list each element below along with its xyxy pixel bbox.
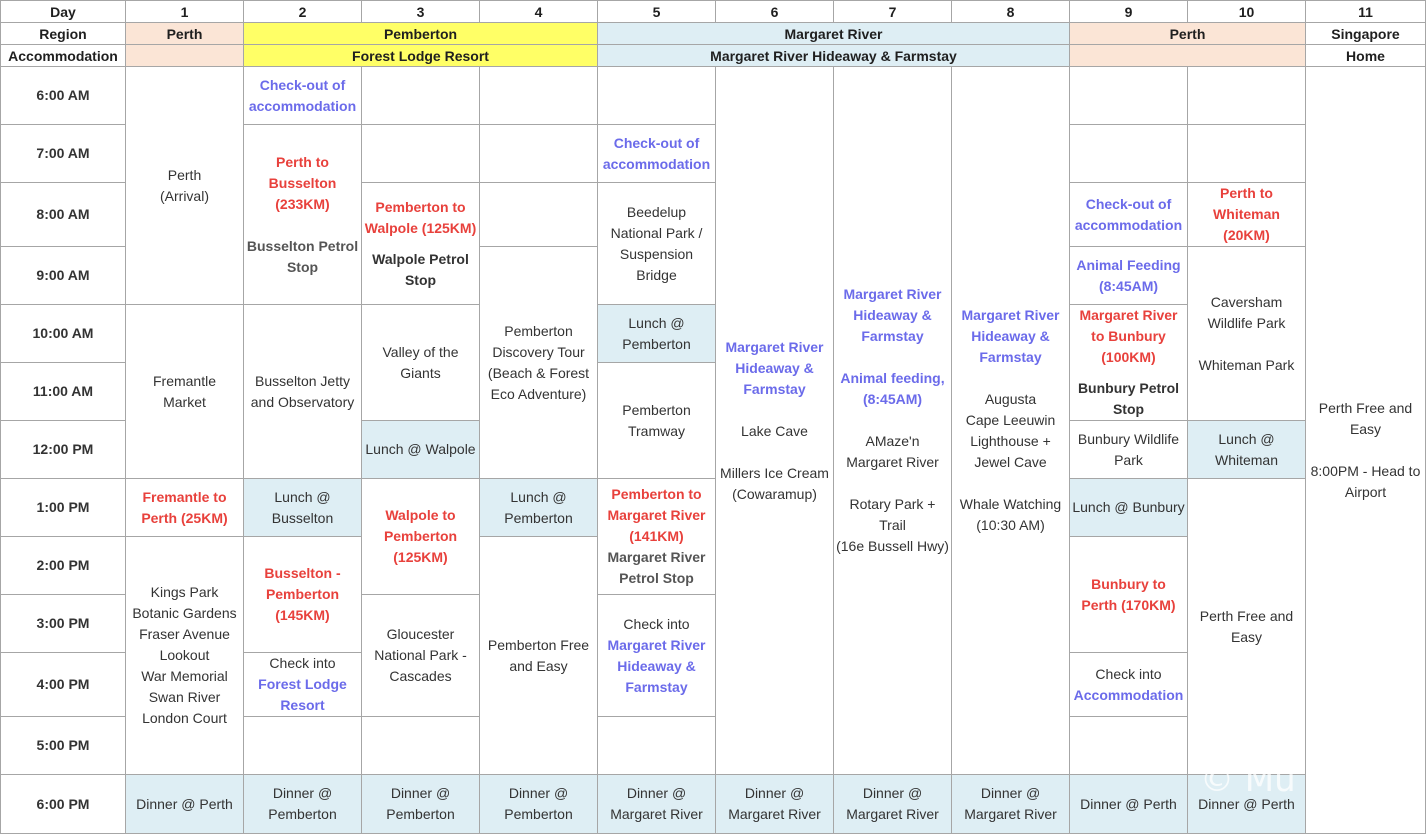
day9-dinner: Dinner @ Perth — [1070, 775, 1188, 834]
day9-empty — [1070, 67, 1188, 125]
day10-drive-whiteman: Perth to Whiteman (20KM) — [1188, 183, 1306, 247]
day-number: 9 — [1070, 1, 1188, 23]
day-number: 4 — [480, 1, 598, 23]
time-label: 10:00 AM — [1, 305, 126, 363]
day9-empty — [1070, 717, 1188, 775]
day1-arrival: Perth (Arrival) — [126, 67, 244, 305]
time-label: 4:00 PM — [1, 653, 126, 717]
day5-checkout: Check-out of accommodation — [598, 125, 716, 183]
time-row-6am — [1, 67, 1426, 125]
day3-drive-walpole: Pemberton to Walpole (125KM) Walpole Petrol Stop — [362, 183, 480, 305]
day9-wildlife: Bunbury Wildlife Park — [1070, 421, 1188, 479]
time-row-1pm — [1, 479, 1426, 537]
day10-empty — [1188, 67, 1306, 125]
day-number: 1 — [126, 1, 244, 23]
day3-empty — [362, 67, 480, 125]
day3-valley: Valley of the Giants — [362, 305, 480, 421]
day5-dinner: Dinner @ Margaret River — [598, 775, 716, 834]
day8-activities: Margaret River Hideaway & Farmstay Augusta Cape Leeuwin Lighthouse + Jewel Cave Whale Watching (10:30 AM) — [952, 67, 1070, 775]
day2-drive-busselton: Perth to Busselton (233KM) Busselton Petrol Stop — [244, 125, 362, 305]
day-number: 3 — [362, 1, 480, 23]
accommodation-home: Home — [1306, 45, 1426, 67]
day4-dinner: Dinner @ Pemberton — [480, 775, 598, 834]
day4-free: Pemberton Free and Easy — [480, 537, 598, 775]
day7-dinner: Dinner @ Margaret River — [834, 775, 952, 834]
day5-empty — [598, 67, 716, 125]
day2-checkout: Check-out of accommodation — [244, 67, 362, 125]
day2-empty — [244, 717, 362, 775]
day3-dinner: Dinner @ Pemberton — [362, 775, 480, 834]
day9-feeding: Animal Feeding (8:45AM) — [1070, 247, 1188, 305]
day-number: 6 — [716, 1, 834, 23]
time-label: 3:00 PM — [1, 595, 126, 653]
day10-dinner: Dinner @ Perth — [1188, 775, 1306, 834]
day1-drive-perth: Fremantle to Perth (25KM) — [126, 479, 244, 537]
accommodation-header-row — [1, 45, 1426, 67]
day3-gloucester: Gloucester National Park - Cascades — [362, 595, 480, 717]
day9-drive-bunbury: Margaret River to Bunbury (100KM) Bunbury Petrol Stop — [1070, 305, 1188, 421]
region-perth: Perth — [126, 23, 244, 45]
time-label: 1:00 PM — [1, 479, 126, 537]
day1-dinner: Dinner @ Perth — [126, 775, 244, 834]
day2-jetty: Busselton Jetty and Observatory — [244, 305, 362, 479]
day10-free: Perth Free and Easy — [1188, 479, 1306, 775]
day5-beedelup: Beedelup National Park / Suspension Bridge — [598, 183, 716, 305]
accommodation-mr-hideaway: Margaret River Hideaway & Farmstay — [598, 45, 1070, 67]
day-label: Day — [1, 1, 126, 23]
day-number: 10 — [1188, 1, 1306, 23]
watermark: © Mu — [1200, 760, 1296, 800]
day-number: 11 — [1306, 1, 1426, 23]
accommodation-label: Accommodation — [1, 45, 126, 67]
accommodation-day1 — [126, 45, 244, 67]
day5-drive-margaret-river: Pemberton to Margaret River (141KM) Margaret River Petrol Stop — [598, 479, 716, 595]
day3-empty — [362, 125, 480, 183]
time-label: 6:00 AM — [1, 67, 126, 125]
day-number: 7 — [834, 1, 952, 23]
time-row-6pm — [1, 775, 1426, 834]
day1-kings-park: Kings Park Botanic Gardens Fraser Avenue Lookout War Memorial Swan River London Court — [126, 537, 244, 775]
day5-checkin: Check into Margaret River Hideaway & Farmstay — [598, 595, 716, 717]
day6-activities: Margaret River Hideaway & Farmstay Lake Cave Millers Ice Cream (Cowaramup) — [716, 67, 834, 775]
day2-drive-pemberton: Busselton - Pemberton (145KM) — [244, 537, 362, 653]
day3-drive-pemberton: Walpole to Pemberton (125KM) — [362, 479, 480, 595]
day4-empty — [480, 125, 598, 183]
day11-activities: Perth Free and Easy 8:00PM - Head to Airport — [1306, 67, 1426, 834]
accommodation-forest-lodge: Forest Lodge Resort — [244, 45, 598, 67]
day4-discovery-tour: Pemberton Discovery Tour (Beach & Forest Eco Adventure) — [480, 247, 598, 479]
time-label: 11:00 AM — [1, 363, 126, 421]
day10-empty — [1188, 125, 1306, 183]
time-label: 7:00 AM — [1, 125, 126, 183]
day5-lunch: Lunch @ Pemberton — [598, 305, 716, 363]
region-margaret-river: Margaret River — [598, 23, 1070, 45]
day3-lunch: Lunch @ Walpole — [362, 421, 480, 479]
day4-lunch: Lunch @ Pemberton — [480, 479, 598, 537]
time-label: 2:00 PM — [1, 537, 126, 595]
day9-empty — [1070, 125, 1188, 183]
day7-activities: Margaret River Hideaway & Farmstay Animal feeding, (8:45AM) AMaze'n Margaret River Rotary Park + Trail (16e Bussell Hwy) — [834, 67, 952, 775]
region-perth-end: Perth — [1070, 23, 1306, 45]
day3-empty — [362, 717, 480, 775]
day-number: 8 — [952, 1, 1070, 23]
region-header-row — [1, 23, 1426, 45]
day2-lunch: Lunch @ Busselton — [244, 479, 362, 537]
day9-lunch: Lunch @ Bunbury — [1070, 479, 1188, 537]
time-label: 12:00 PM — [1, 421, 126, 479]
day8-dinner: Dinner @ Margaret River — [952, 775, 1070, 834]
day1-fremantle: Fremantle Market — [126, 305, 244, 479]
accommodation-perth-end — [1070, 45, 1306, 67]
day5-empty — [598, 717, 716, 775]
day4-empty — [480, 67, 598, 125]
time-label: 8:00 AM — [1, 183, 126, 247]
day9-checkin: Check into Accommodation — [1070, 653, 1188, 717]
day4-empty — [480, 183, 598, 247]
day6-dinner: Dinner @ Margaret River — [716, 775, 834, 834]
day9-drive-perth: Bunbury to Perth (170KM) — [1070, 537, 1188, 653]
day9-checkout: Check-out of accommodation — [1070, 183, 1188, 247]
time-label: 5:00 PM — [1, 717, 126, 775]
day10-lunch: Lunch @ Whiteman — [1188, 421, 1306, 479]
day-number: 5 — [598, 1, 716, 23]
day-number: 2 — [244, 1, 362, 23]
time-label: 9:00 AM — [1, 247, 126, 305]
day10-parks: Caversham Wildlife Park Whiteman Park — [1188, 247, 1306, 421]
day2-dinner: Dinner @ Pemberton — [244, 775, 362, 834]
region-pemberton: Pemberton — [244, 23, 598, 45]
region-label: Region — [1, 23, 126, 45]
day5-tramway: Pemberton Tramway — [598, 363, 716, 479]
day2-checkin: Check into Forest Lodge Resort — [244, 653, 362, 717]
time-label: 6:00 PM — [1, 775, 126, 834]
region-singapore: Singapore — [1306, 23, 1426, 45]
day-header-row — [1, 1, 1426, 23]
